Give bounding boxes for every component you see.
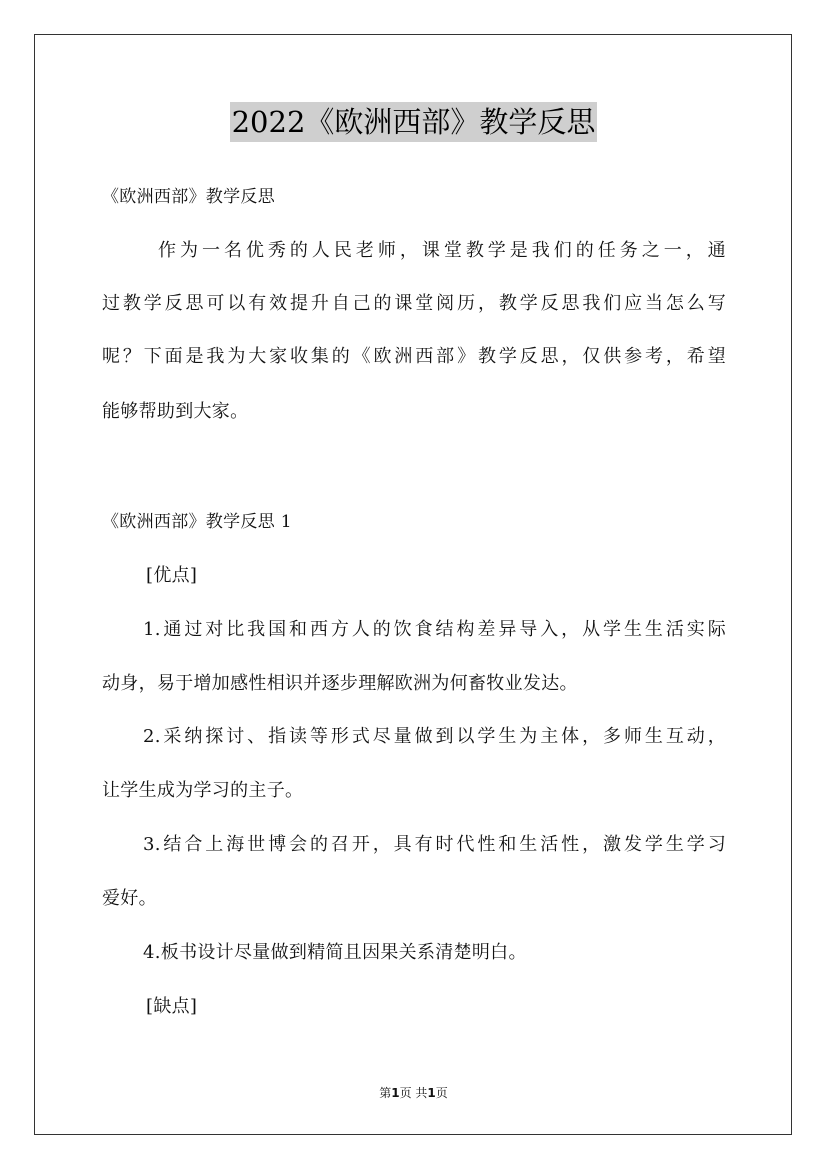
point-2-first: 2.采纳探讨、指读等形式尽量做到以学生为主体，多师生互动， (143, 726, 726, 747)
footer-page-num: 1 (391, 1086, 400, 1100)
title-wrap (0, 102, 827, 142)
strengths-label: [优点] (146, 565, 198, 586)
subtitle: 《欧洲西部》教学反思 (102, 187, 275, 207)
section-heading: 《欧洲西部》教学反思 1 (102, 512, 292, 532)
footer-mid: 页 共 (399, 1086, 428, 1100)
footer-page-total: 1 (427, 1086, 436, 1100)
footer-prefix: 第 (379, 1086, 392, 1100)
point-1-rest: 动身，易于增加感性相识并逐步理解欧洲为何畜牧业发达。 (102, 673, 578, 694)
weakness-label: [缺点] (146, 996, 198, 1017)
document-title: 2022《欧洲西部》教学反思 (230, 102, 598, 142)
point-3-first: 3.结合上海世博会的召开，具有时代性和生活性，激发学生学习 (143, 834, 726, 855)
point-2-rest: 让学生成为学习的主子。 (102, 780, 304, 801)
intro-line-4: 能够帮助到大家。 (102, 401, 249, 422)
point-3-rest: 爱好。 (102, 888, 157, 909)
page-footer (0, 1084, 827, 1101)
intro-line-2: 过教学反思可以有效提升自己的课堂阅历，教学反思我们应当怎么写 (102, 293, 726, 314)
footer-suffix: 页 (435, 1086, 448, 1100)
point-1-first: 1.通过对比我国和西方人的饮食结构差异导入，从学生生活实际 (143, 619, 726, 640)
intro-line-3: 呢？下面是我为大家收集的《欧洲西部》教学反思，仅供参考，希望 (102, 346, 726, 367)
intro-line-1: 作为一名优秀的人民老师，课堂教学是我们的任务之一，通 (158, 240, 726, 261)
point-4-first: 4.板书设计尽量做到精简且因果关系清楚明白。 (143, 942, 527, 963)
